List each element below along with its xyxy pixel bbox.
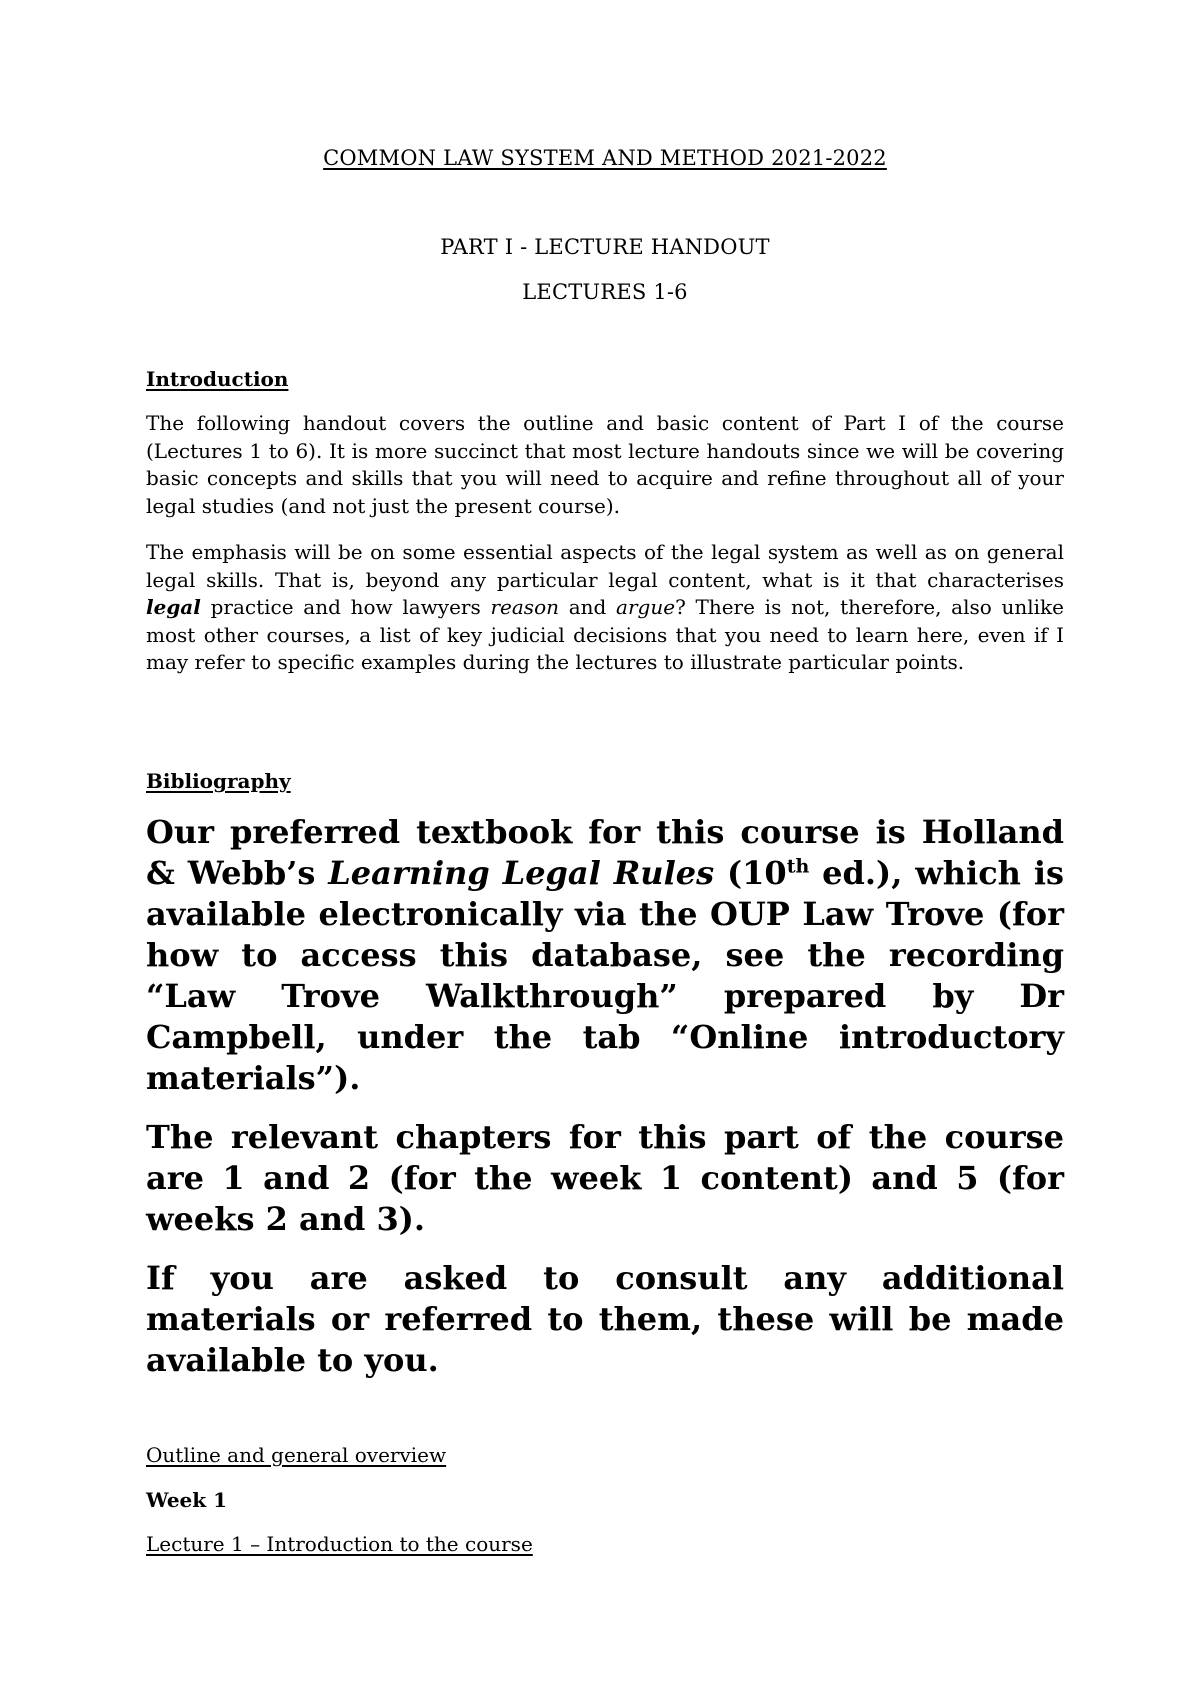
introduction-heading: Introduction xyxy=(146,367,289,391)
emphasis-legal: legal xyxy=(146,595,201,620)
lecture-1-heading: Lecture 1 – Introduction to the course xyxy=(146,1532,533,1556)
bibliography-paragraph-1: Our preferred textbook for this course is Holland & Webb’s Learning Legal Rules (10th ed.), which is available electronically via the OUP Law Trove (for how to access this database, see the recording “Law Trove Walkthrough” prepared by Dr Campbell, under the tab “Online introductory materials”). xyxy=(146,813,1065,1097)
part-heading: PART I - LECTURE HANDOUT xyxy=(440,235,770,259)
lectures-heading: LECTURES 1-6 xyxy=(522,280,688,304)
introduction-paragraph-2: The emphasis will be on some essential aspects of the legal system as well as on general legal skills. That is, beyond any particular legal content, what is it that characterises legal practice and how lawyers reason and argue? There is not, therefore, also unlike most other courses, a list of key judicial decisions that you need to learn here, even if I may refer to specific examples during the lectures to illustrate particular points. xyxy=(146,540,1065,675)
bibliography-paragraph-2: The relevant chapters for this part of the course are 1 and 2 (for the week 1 content) and 5 (for weeks 2 and 3). xyxy=(146,1118,1064,1238)
textbook-title: Learning Legal Rules xyxy=(328,854,715,892)
bibliography-heading: Bibliography xyxy=(146,769,291,793)
emphasis-reason: reason xyxy=(490,595,559,620)
introduction-paragraph-1: The following handout covers the outline and basic content of Part I of the course (Lectures 1 to 6). It is more succinct that most lecture handouts since we will be covering basic concepts and skills that you will need to acquire and refine throughout all of your legal studies (and not just the present course). xyxy=(146,411,1064,518)
outline-heading: Outline and general overview xyxy=(146,1443,447,1467)
document-title: COMMON LAW SYSTEM AND METHOD 2021-2022 xyxy=(323,146,887,170)
emphasis-argue: argue xyxy=(616,595,676,620)
bibliography-paragraph-3: If you are asked to consult any additional materials or referred to them, these will be made available to you. xyxy=(146,1259,1064,1379)
week-1-heading: Week 1 xyxy=(146,1488,228,1512)
